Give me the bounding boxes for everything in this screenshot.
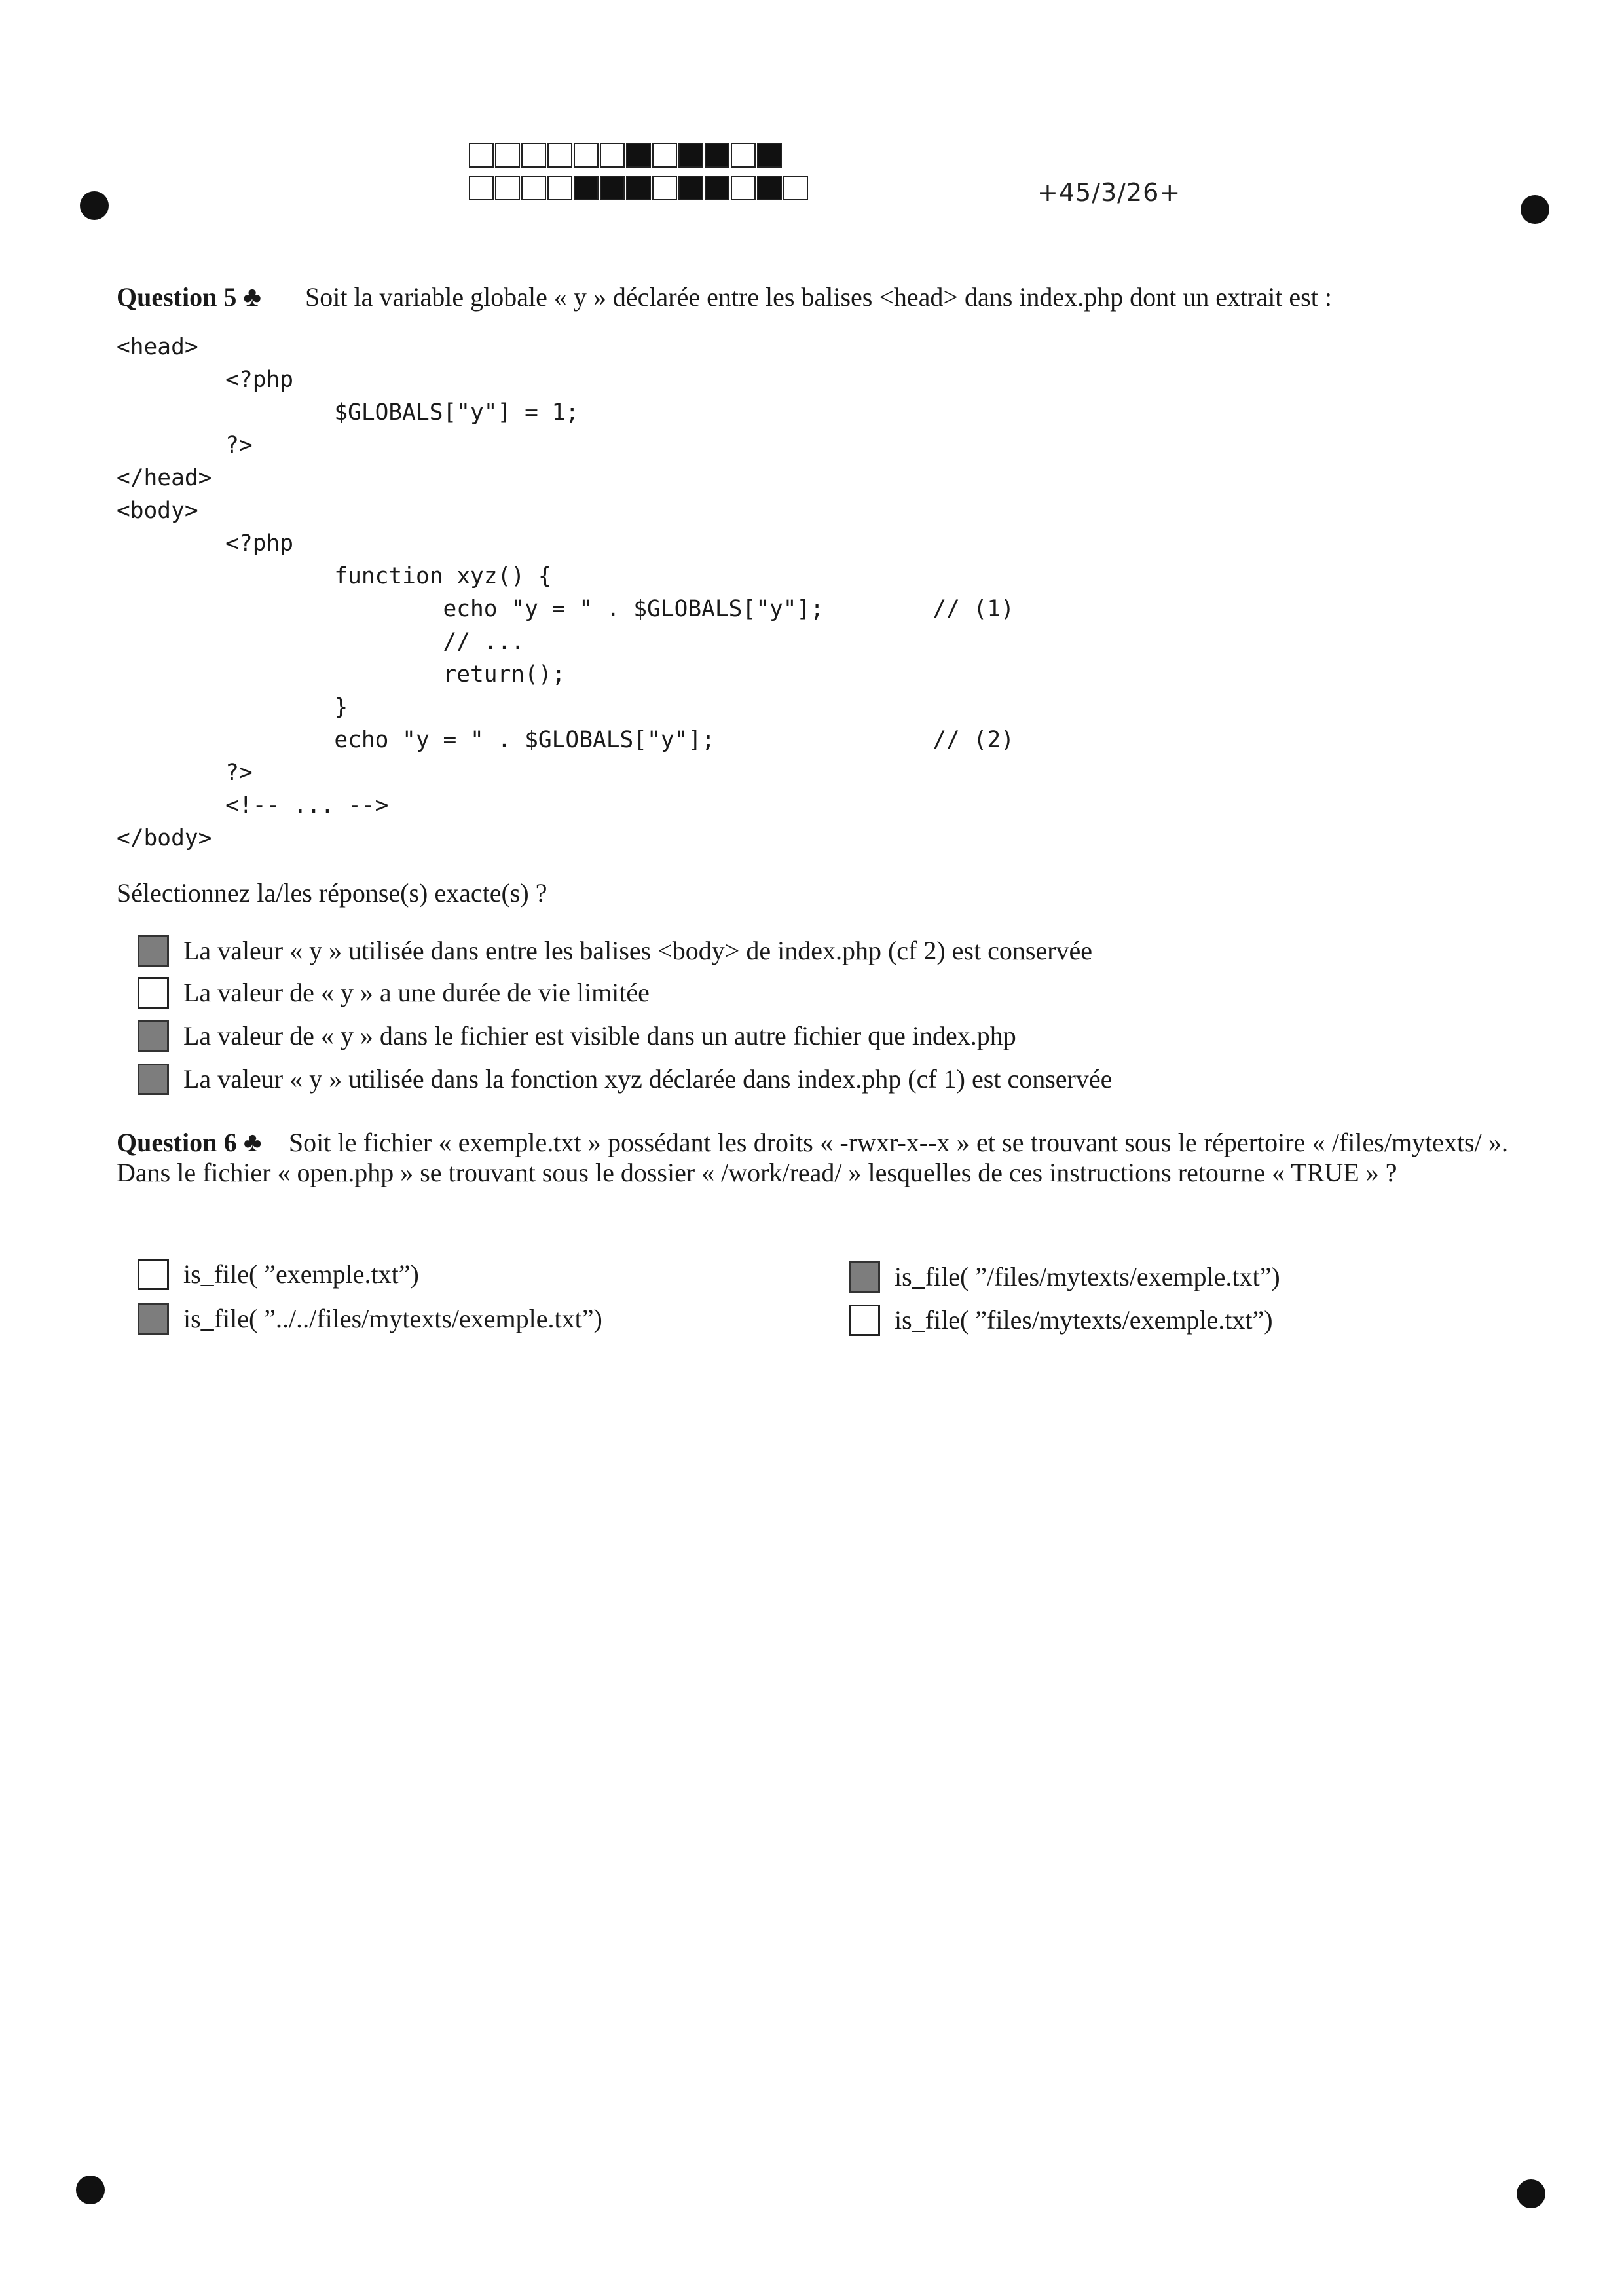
- answer-prompt: Sélectionnez la/les réponse(s) exacte(s) ?: [117, 878, 547, 908]
- registration-mark-top-left: [80, 191, 109, 220]
- barcode-cell: [783, 176, 808, 200]
- question-5-heading: [117, 282, 261, 313]
- barcode-cell: [626, 143, 651, 168]
- question-5-label: Question 5: [117, 282, 237, 312]
- club-icon: ♣: [243, 282, 261, 312]
- barcode-cell: [495, 143, 520, 168]
- q6-option-3[interactable]: [138, 1303, 602, 1335]
- barcode-row-1: [469, 143, 783, 168]
- registration-mark-top-right: [1521, 195, 1549, 224]
- q6-option-3-label: is_file( ”../../files/mytexts/exemple.txt”): [183, 1304, 602, 1333]
- barcode-cell: [626, 176, 651, 200]
- q6-option-4-checkbox[interactable]: [849, 1305, 880, 1336]
- club-icon: ♣: [243, 1128, 262, 1158]
- q5-option-2-label: La valeur de « y » a une durée de vie limitée: [183, 978, 650, 1007]
- q6-option-2-checkbox[interactable]: [849, 1261, 880, 1293]
- barcode-cell: [731, 143, 756, 168]
- barcode-cell: [678, 143, 703, 168]
- barcode-cell: [574, 176, 599, 200]
- q5-option-4-label: La valeur « y » utilisée dans la fonction xyz déclarée dans index.php (cf 1) est conservée: [183, 1064, 1113, 1094]
- q6-option-1-label: is_file( ”exemple.txt”): [183, 1259, 419, 1289]
- q5-option-2-checkbox[interactable]: [138, 977, 169, 1009]
- barcode-cell: [678, 176, 703, 200]
- barcode-cell: [521, 176, 546, 200]
- barcode-cell: [652, 143, 677, 168]
- q6-option-2[interactable]: [849, 1261, 1280, 1293]
- question-6-paragraph: [117, 1128, 1508, 1188]
- q5-option-1[interactable]: [138, 935, 1092, 967]
- q6-option-1[interactable]: [138, 1259, 419, 1290]
- barcode-cell: [521, 143, 546, 168]
- barcode-cell: [705, 143, 729, 168]
- barcode-cell: [547, 176, 572, 200]
- code-snippet: <head> <?php $GLOBALS["y"] = 1; ?> </head> <body> <?php function xyz() { echo "y = " . $GLOBALS["y"]; // (1) // ... return(); } echo "y = " . $GLOBALS["y"]; // (2) ?> <!-- ... --> </body>: [117, 334, 1014, 851]
- question-6-label: Question 6: [117, 1128, 237, 1157]
- registration-mark-bottom-left: [76, 2176, 105, 2204]
- q5-option-4[interactable]: [138, 1064, 1112, 1095]
- barcode-cell: [600, 176, 625, 200]
- barcode-cell: [705, 176, 729, 200]
- barcode-cell: [757, 143, 782, 168]
- barcode-cell: [495, 176, 520, 200]
- registration-mark-bottom-right: [1517, 2179, 1545, 2208]
- q6-option-2-label: is_file( ”/files/mytexts/exemple.txt”): [895, 1262, 1280, 1291]
- barcode-cell: [757, 176, 782, 200]
- barcode-cell: [469, 143, 494, 168]
- page-identifier: +45/3/26+: [1037, 178, 1181, 207]
- q5-option-3-label: La valeur de « y » dans le fichier est visible dans un autre fichier que index.php: [183, 1021, 1016, 1050]
- barcode-cell: [547, 143, 572, 168]
- barcode-cell: [574, 143, 599, 168]
- q5-option-4-checkbox[interactable]: [138, 1064, 169, 1095]
- q5-option-2[interactable]: [138, 977, 650, 1009]
- q6-option-4-label: is_file( ”files/mytexts/exemple.txt”): [895, 1305, 1273, 1335]
- q6-option-4[interactable]: [849, 1305, 1273, 1336]
- barcode-cell: [652, 176, 677, 200]
- barcode-cell: [469, 176, 494, 200]
- q5-option-1-checkbox[interactable]: [138, 935, 169, 967]
- question-6-text: Soit le fichier « exemple.txt » possédant les droits « -rwxr-x--x » et se trouvant sous le répertoire « /files/mytexts/ ». Dans le fichier « open.php » se trouvant sous le dossier « /work/read/ » lesquelles de ces instructions retourne « TRUE » ?: [117, 1128, 1509, 1187]
- q5-option-1-label: La valeur « y » utilisée dans entre les balises <body> de index.php (cf 2) est conservée: [183, 936, 1093, 965]
- q5-option-3-checkbox[interactable]: [138, 1020, 169, 1052]
- barcode-cell: [600, 143, 625, 168]
- question-5-text: Soit la variable globale « y » déclarée entre les balises <head> dans index.php dont un extrait est :: [305, 282, 1332, 312]
- q5-option-3[interactable]: [138, 1020, 1016, 1052]
- barcode-row-2: [469, 176, 809, 200]
- q6-option-3-checkbox[interactable]: [138, 1303, 169, 1335]
- barcode-cell: [731, 176, 756, 200]
- q6-option-1-checkbox[interactable]: [138, 1259, 169, 1290]
